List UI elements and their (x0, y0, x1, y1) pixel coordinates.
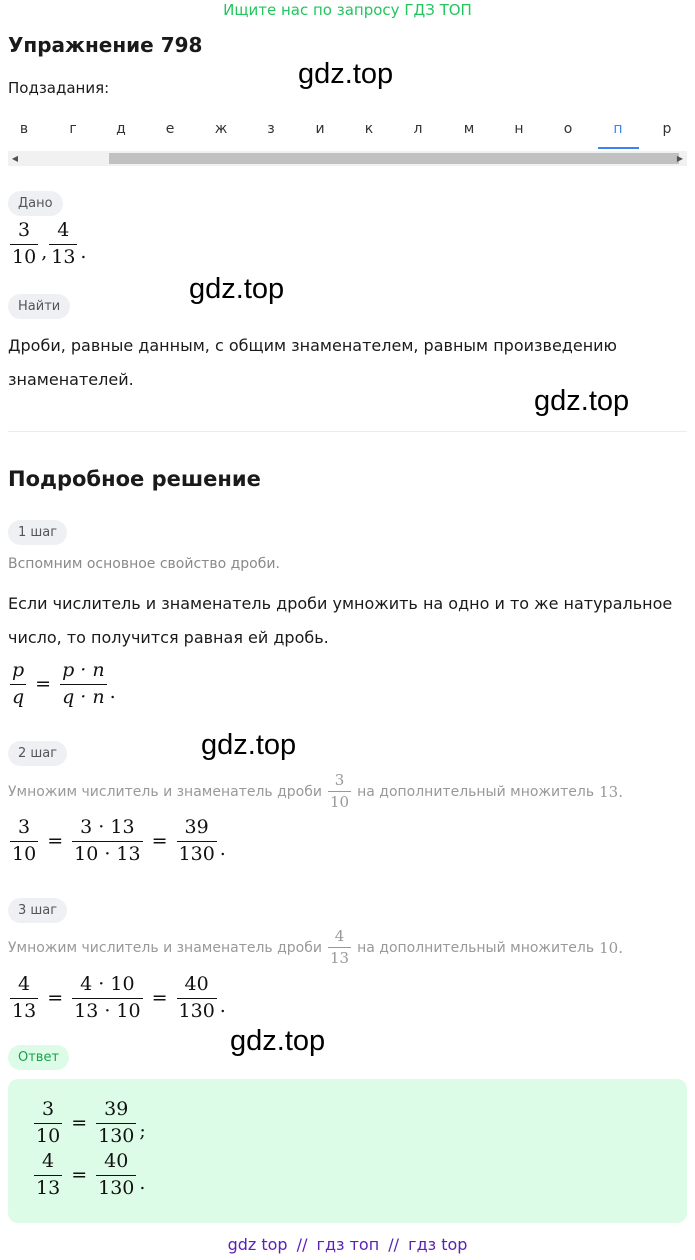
scroll-left-arrow-icon[interactable]: ◀ (11, 154, 19, 163)
tab-i[interactable]: и (315, 121, 325, 137)
find-badge: Найти (8, 294, 70, 319)
footer-separator: // (388, 1235, 400, 1254)
given-badge: Дано (8, 191, 63, 216)
section-divider (8, 431, 687, 432)
answer-badge: Ответ (8, 1045, 69, 1070)
tab-r[interactable]: р (662, 121, 672, 137)
step-3-formula: $\frac{4}{13}$ = $\frac{4 \cdot 10}{13 \cdot 10}$ = $\frac{40}{130}$ . (12, 973, 226, 1022)
step-2-formula: $\frac{3}{10}$ = $\frac{3 \cdot 13}{10 \cdot 13}$ = $\frac{39}{130}$ . (12, 816, 226, 865)
page-title: Упражнение 798 (8, 33, 203, 57)
step-1-text: Если числитель и знаменатель дроби умножить на одно и то же натуральное число, то получится равная ей дробь. (8, 594, 673, 647)
watermark: gdz.top (201, 729, 297, 761)
step-2-badge: 2 шаг (8, 741, 67, 766)
watermark: gdz.top (298, 58, 394, 90)
solution-title: Подробное решение (8, 467, 261, 491)
watermark: gdz.top (534, 385, 630, 417)
tab-k[interactable]: к (364, 121, 374, 137)
footer-link-gdz-top-ru[interactable]: гдз топ (316, 1235, 380, 1254)
tab-e[interactable]: е (165, 121, 175, 137)
watermark: gdz.top (189, 273, 285, 305)
tab-zh[interactable]: ж (214, 121, 228, 137)
tab-l[interactable]: л (413, 121, 423, 137)
tab-d[interactable]: д (116, 121, 126, 137)
step-2-hint: Умножим числитель и знаменатель дроби $\frac{3}{10}$ на дополнительный множитель 13. (8, 771, 623, 812)
tab-g[interactable]: г (69, 121, 77, 137)
tab-o[interactable]: о (563, 121, 573, 137)
subtasks-label: Подзадания: (8, 79, 110, 97)
step-1-formula: $\frac{p}{q}$ = $\frac{p \cdot n}{q \cdot n}$ . (12, 659, 116, 708)
footer-link-gdz-top-mixed[interactable]: гдз top (408, 1235, 468, 1254)
step-1-hint: Вспомним основное свойство дроби. (8, 556, 280, 572)
answer-line-1: $\frac{3}{10}$ = $\frac{39}{130}$ ; (36, 1098, 146, 1147)
scrollbar-thumb[interactable] (109, 153, 679, 164)
footer-link-gdz-top[interactable]: gdz top (227, 1235, 288, 1254)
step-1-badge: 1 шаг (8, 520, 67, 545)
given-formula: $\frac{3}{10}$ , $\frac{4}{13}$ . (12, 219, 87, 268)
tab-z[interactable]: з (267, 121, 275, 137)
tab-p[interactable]: п (613, 121, 623, 137)
footer-links (0, 1235, 695, 1254)
step-3-hint: Умножим числитель и знаменатель дроби $\frac{4}{13}$ на дополнительный множитель 10. (8, 927, 623, 968)
footer-separator: // (296, 1235, 308, 1254)
tabs-scrollbar[interactable] (8, 151, 687, 166)
top-banner: Ищите нас по запросу ГДЗ ТОП (223, 1, 472, 19)
tab-v[interactable]: в (19, 121, 29, 137)
tab-n[interactable]: н (514, 121, 524, 137)
watermark: gdz.top (230, 1025, 326, 1057)
find-text: Дроби, равные данным, с общим знаменателем, равным произведению знаменателей. (8, 336, 618, 389)
answer-line-2: $\frac{4}{13}$ = $\frac{40}{130}$ . (36, 1150, 146, 1199)
active-tab-underline (598, 147, 639, 149)
tab-m[interactable]: м (463, 121, 475, 137)
step-3-badge: 3 шаг (8, 898, 67, 923)
scroll-right-arrow-icon[interactable]: ▶ (676, 154, 684, 163)
subtask-tabs (0, 118, 695, 146)
